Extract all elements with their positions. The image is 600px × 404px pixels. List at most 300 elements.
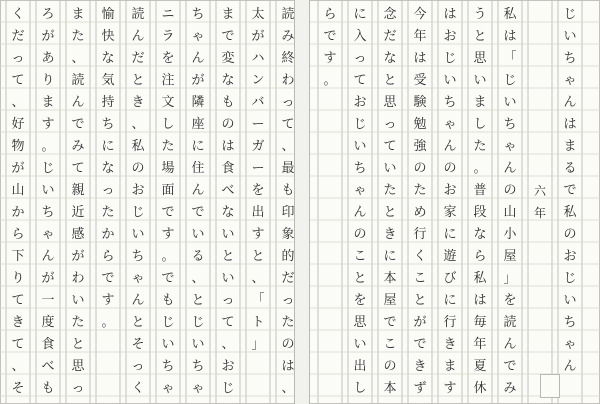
manuscript-cell: じ xyxy=(503,73,517,88)
manuscript-cell xyxy=(96,378,120,400)
manuscript-cell: い xyxy=(563,29,577,44)
manuscript-cell: ニ xyxy=(161,7,175,22)
manuscript-cell: す xyxy=(323,51,337,66)
manuscript-cell: ち xyxy=(443,95,457,110)
manuscript-cell: い xyxy=(221,271,235,286)
manuscript-cell: ん xyxy=(191,51,205,66)
manuscript-cell: と xyxy=(131,315,145,330)
manuscript-cell: て xyxy=(383,139,397,154)
manuscript-cell: っ xyxy=(71,381,85,396)
manuscript-cell: あ xyxy=(41,51,55,66)
page-number-box xyxy=(540,374,560,398)
manuscript-cell: て xyxy=(11,337,25,352)
manuscript-cell: ゃ xyxy=(353,183,367,198)
manuscript-cell: た xyxy=(413,183,427,198)
manuscript-cell: な xyxy=(221,205,235,220)
manuscript-cell: が xyxy=(71,249,85,264)
manuscript-cell: ゃ xyxy=(563,73,577,88)
manuscript-column-body-8 xyxy=(276,4,300,400)
manuscript-cell: 一 xyxy=(41,293,55,308)
manuscript-cell: ち xyxy=(101,117,115,132)
manuscript-cell: て xyxy=(11,293,25,308)
manuscript-cell: ん xyxy=(131,293,145,308)
manuscript-cell: 下 xyxy=(11,249,25,264)
manuscript-cell xyxy=(96,334,120,356)
manuscript-cell: く xyxy=(131,381,145,396)
manuscript-cell: い xyxy=(191,337,205,352)
manuscript-cell: が xyxy=(11,161,25,176)
manuscript-cell: び xyxy=(443,271,457,286)
manuscript-cell: 注 xyxy=(161,73,175,88)
manuscript-cell: こ xyxy=(413,271,427,286)
manuscript-cell: の xyxy=(281,337,295,352)
manuscript-cell: 屋 xyxy=(503,249,517,264)
manuscript-cell: 。 xyxy=(323,73,337,88)
manuscript-cell: 愉 xyxy=(101,7,115,22)
manuscript-cell: で xyxy=(221,29,235,44)
manuscript-cell: そ xyxy=(131,337,145,352)
manuscript-cell: 親 xyxy=(71,183,85,198)
manuscript-cell: ん xyxy=(71,95,85,110)
manuscript-cell: の xyxy=(131,161,145,176)
manuscript-cell: の xyxy=(443,161,457,176)
manuscript-cell: 念 xyxy=(383,7,397,22)
manuscript-cell: お xyxy=(131,183,145,198)
manuscript-cell: 休 xyxy=(473,381,487,396)
manuscript-cell: 太 xyxy=(251,7,265,22)
manuscript-cell: お xyxy=(221,359,235,374)
manuscript-cell: が xyxy=(413,315,427,330)
manuscript-cell: 物 xyxy=(11,139,25,154)
manuscript-cell: 持 xyxy=(101,95,115,110)
manuscript-cell: だ xyxy=(383,29,397,44)
manuscript-cell: ま xyxy=(221,7,235,22)
manuscript-cell: い xyxy=(383,161,397,176)
manuscript-cell: ん xyxy=(503,161,517,176)
manuscript-cell: ー xyxy=(251,161,265,176)
manuscript-cell: た xyxy=(281,315,295,330)
manuscript-cell: ら xyxy=(11,227,25,242)
manuscript-cell: ゃ xyxy=(191,29,205,44)
manuscript-cell: 行 xyxy=(413,227,427,242)
manuscript-cell: て xyxy=(11,73,25,88)
manuscript-cell: く xyxy=(413,249,427,264)
manuscript-cell: 場 xyxy=(161,161,175,176)
manuscript-cell: 。 xyxy=(473,161,487,176)
manuscript-cell: 私 xyxy=(473,271,487,286)
manuscript-cell: な xyxy=(101,51,115,66)
manuscript-cell: た xyxy=(71,315,85,330)
manuscript-cell: み xyxy=(281,29,295,44)
manuscript-cell xyxy=(96,356,120,378)
manuscript-cell: じ xyxy=(221,381,235,396)
manuscript-cell: と xyxy=(71,337,85,352)
manuscript-cell: し xyxy=(353,381,367,396)
manuscript-cell: 思 xyxy=(473,51,487,66)
manuscript-cell: し xyxy=(161,117,175,132)
manuscript-cell: の xyxy=(563,227,577,242)
manuscript-cell: ハ xyxy=(251,51,265,66)
manuscript-column-body-11 xyxy=(186,4,210,400)
manuscript-cell: い xyxy=(161,337,175,352)
manuscript-cell: ん xyxy=(443,139,457,154)
manuscript-cell: き xyxy=(413,359,427,374)
manuscript-cell: な xyxy=(473,227,487,242)
manuscript-cell: い xyxy=(563,293,577,308)
manuscript-cell: に xyxy=(383,249,397,264)
manuscript-cell: み xyxy=(503,381,517,396)
manuscript-cell: 象 xyxy=(281,227,295,242)
manuscript-cell: の xyxy=(383,359,397,374)
manuscript-cell: ン xyxy=(251,73,265,88)
manuscript-cell: ん xyxy=(563,359,577,374)
manuscript-cell xyxy=(246,378,270,400)
manuscript-cell: ゃ xyxy=(191,381,205,396)
manuscript-cell: と xyxy=(383,73,397,88)
manuscript-cell: お xyxy=(563,249,577,264)
manuscript-cell: ト xyxy=(251,315,265,330)
manuscript-cell: ん xyxy=(503,337,517,352)
manuscript-cell: と xyxy=(131,73,145,88)
manuscript-column-body-12 xyxy=(156,4,180,400)
manuscript-cell: た xyxy=(473,139,487,154)
manuscript-cell: を xyxy=(251,183,265,198)
manuscript-cell: の xyxy=(413,161,427,176)
manuscript-cell: じ xyxy=(161,315,175,330)
manuscript-cell: と xyxy=(191,293,205,308)
manuscript-cell: 印 xyxy=(281,205,295,220)
manuscript-cell: 今 xyxy=(413,7,427,22)
manuscript-cell: も xyxy=(161,293,175,308)
manuscript-cell: 終 xyxy=(281,51,295,66)
manuscript-cell: だ xyxy=(281,271,295,286)
manuscript-cell: 強 xyxy=(413,139,427,154)
manuscript-cell: か xyxy=(11,205,25,220)
manuscript-cell: ま xyxy=(71,7,85,22)
manuscript-cell: に xyxy=(443,227,457,242)
manuscript-cell: 変 xyxy=(221,51,235,66)
manuscript-cell: こ xyxy=(353,249,367,264)
manuscript-cell: 隣 xyxy=(191,95,205,110)
manuscript-cell: め xyxy=(413,205,427,220)
manuscript-cell: 小 xyxy=(503,227,517,242)
manuscript-cell: は xyxy=(473,293,487,308)
manuscript-cell: に xyxy=(101,139,115,154)
manuscript-cell: い xyxy=(71,293,85,308)
manuscript-cell: っ xyxy=(101,183,115,198)
manuscript-cell: い xyxy=(353,139,367,154)
manuscript-cell: す xyxy=(161,227,175,242)
manuscript-cell: 夏 xyxy=(473,359,487,374)
manuscript-cell: 、 xyxy=(191,271,205,286)
manuscript-cell: じ xyxy=(353,117,367,132)
manuscript-cell: が xyxy=(41,271,55,286)
manuscript-cell: で xyxy=(413,337,427,352)
manuscript-cell: す xyxy=(101,293,115,308)
manuscript-column-body-14 xyxy=(96,4,120,400)
manuscript-cell: 度 xyxy=(41,315,55,330)
manuscript-cell: ま xyxy=(473,95,487,110)
manuscript-cell: っ xyxy=(383,117,397,132)
manuscript-cell: 面 xyxy=(161,183,175,198)
manuscript-cell: 家 xyxy=(443,205,457,220)
manuscript-cell: 、 xyxy=(131,117,145,132)
manuscript-cell: す xyxy=(443,381,457,396)
manuscript-cell: 受 xyxy=(413,73,427,88)
manuscript-cell: っ xyxy=(131,359,145,374)
manuscript-cell: 、 xyxy=(281,139,295,154)
manuscript-cell: っ xyxy=(221,293,235,308)
manuscript-cell: ラ xyxy=(161,29,175,44)
manuscript-cell: わ xyxy=(71,271,85,286)
manuscript-cell: っ xyxy=(281,293,295,308)
manuscript-cell: じ xyxy=(563,271,577,286)
manuscript-cell: 「 xyxy=(503,51,517,66)
manuscript-cell: 読 xyxy=(71,73,85,88)
manuscript-cell: て xyxy=(71,161,85,176)
manuscript-cell: た xyxy=(383,183,397,198)
manuscript-cell: き xyxy=(383,227,397,242)
manuscript-cell: ち xyxy=(191,7,205,22)
manuscript-cell: じ xyxy=(41,161,55,176)
manuscript-cell: 、 xyxy=(71,51,85,66)
manuscript-cell: バ xyxy=(251,95,265,110)
manuscript-cell: ゃ xyxy=(41,227,55,242)
manuscript-cell: べ xyxy=(41,359,55,374)
manuscript-cell: と xyxy=(383,205,397,220)
manuscript-cell: ん xyxy=(41,249,55,264)
manuscript-cell: 遊 xyxy=(443,249,457,264)
manuscript-cell: と xyxy=(413,293,427,308)
manuscript-cell: く xyxy=(11,7,25,22)
manuscript-cell: は xyxy=(221,139,235,154)
manuscript-cell: て xyxy=(353,73,367,88)
manuscript-cell: も xyxy=(41,381,55,396)
manuscript-cell: の xyxy=(353,227,367,242)
manuscript-cell: た xyxy=(161,139,175,154)
manuscript-column-body-10 xyxy=(216,4,240,400)
manuscript-cell: る xyxy=(191,249,205,264)
manuscript-cell: ん xyxy=(131,29,145,44)
manuscript-cell: が xyxy=(41,29,55,44)
manuscript-cell: ち xyxy=(131,249,145,264)
manuscript-cell: で xyxy=(383,315,397,330)
manuscript-cell: も xyxy=(221,95,235,110)
manuscript-cell: べ xyxy=(221,183,235,198)
manuscript-cell: い xyxy=(443,73,457,88)
manuscript-cell: 。 xyxy=(161,249,175,264)
manuscript-cell: ら xyxy=(323,7,337,22)
manuscript-cell: で xyxy=(323,29,337,44)
manuscript-cell: に xyxy=(353,7,367,22)
manuscript-cell: 思 xyxy=(383,95,397,110)
manuscript-cell: を xyxy=(353,293,367,308)
manuscript-cell: ー xyxy=(251,117,265,132)
manuscript-cell: て xyxy=(281,117,295,132)
manuscript-cell: を xyxy=(161,51,175,66)
manuscript-cell: ん xyxy=(353,205,367,220)
manuscript-cell: う xyxy=(473,7,487,22)
manuscript-cell: い xyxy=(131,227,145,242)
manuscript-cell: 出 xyxy=(251,205,265,220)
manuscript-cell: い xyxy=(41,183,55,198)
manuscript-cell: だ xyxy=(11,29,25,44)
manuscript-cell: 山 xyxy=(503,205,517,220)
manuscript-cell: に xyxy=(191,139,205,154)
manuscript-cell: 段 xyxy=(473,205,487,220)
manuscript-cell: 私 xyxy=(503,7,517,22)
manuscript-cell: ん xyxy=(563,95,577,110)
manuscript-cell: ち xyxy=(503,117,517,132)
manuscript-cell: を xyxy=(503,293,517,308)
manuscript-cell: 住 xyxy=(191,161,205,176)
manuscript-cell: り xyxy=(11,271,25,286)
manuscript-cell: は xyxy=(443,7,457,22)
manuscript-cell: も xyxy=(281,183,295,198)
manuscript-cell: で xyxy=(71,117,85,132)
manuscript-cell: 験 xyxy=(413,95,427,110)
manuscript-cell: は xyxy=(281,359,295,374)
manuscript-cell: 。 xyxy=(41,139,55,154)
manuscript-cell: 気 xyxy=(101,73,115,88)
manuscript-cell: で xyxy=(191,205,205,220)
manuscript-cell: 六 xyxy=(533,184,546,198)
manuscript-cell: 普 xyxy=(473,183,487,198)
manuscript-cell: み xyxy=(71,139,85,154)
manuscript-cell: じ xyxy=(563,7,577,22)
manuscript-column-body-16 xyxy=(36,4,60,400)
manuscript-cell: 、 xyxy=(221,337,235,352)
manuscript-cell: 的 xyxy=(281,249,295,264)
manuscript-cell: で xyxy=(563,183,577,198)
manuscript-cell: の xyxy=(503,183,517,198)
manuscript-cell: ガ xyxy=(251,139,265,154)
manuscript-cell: 好 xyxy=(11,117,25,132)
manuscript-cell: 、 xyxy=(11,95,25,110)
manuscript-cell: い xyxy=(221,227,235,242)
manuscript-cell: の xyxy=(221,117,235,132)
manuscript-cell: 食 xyxy=(41,337,55,352)
manuscript-cell: は xyxy=(413,51,427,66)
manuscript-cell: お xyxy=(443,183,457,198)
manuscript-cell: ち xyxy=(41,205,55,220)
manuscript-cell: 勉 xyxy=(413,117,427,132)
manuscript-cell: で xyxy=(503,359,517,374)
manuscript-cell: 座 xyxy=(191,117,205,132)
manuscript-cell: 最 xyxy=(281,161,295,176)
manuscript-cell: ら xyxy=(473,249,487,264)
manuscript-cell: き xyxy=(131,95,145,110)
manuscript-cell: 、 xyxy=(11,359,25,374)
manuscript-cell: っ xyxy=(353,51,367,66)
manuscript-cell: と xyxy=(251,249,265,264)
manuscript-cell: 年 xyxy=(533,206,546,220)
manuscript-cell: い xyxy=(503,95,517,110)
manuscript-cell: い xyxy=(353,337,367,352)
manuscript-cell: ず xyxy=(413,381,427,396)
manuscript-column-body-17 xyxy=(6,4,30,400)
manuscript-cell: た xyxy=(71,29,85,44)
manuscript-cell: 」 xyxy=(503,271,517,286)
manuscript-cell: 「 xyxy=(251,293,265,308)
manuscript-cell: お xyxy=(353,95,367,110)
manuscript-cell: ち xyxy=(563,315,577,330)
manuscript-cell: ち xyxy=(161,359,175,374)
manuscript-cell: ゃ xyxy=(563,337,577,352)
manuscript-cell: 、 xyxy=(281,381,295,396)
manuscript-cell: に xyxy=(443,293,457,308)
manuscript-cell: ん xyxy=(191,183,205,198)
manuscript-cell: 思 xyxy=(71,359,85,374)
manuscript-cell: っ xyxy=(11,51,25,66)
manuscript-cell: ち xyxy=(191,359,205,374)
manuscript-cell: っ xyxy=(281,95,295,110)
manuscript-cell: な xyxy=(221,73,235,88)
manuscript-cell: い xyxy=(473,73,487,88)
manuscript-cell: が xyxy=(191,73,205,88)
manuscript-cell: 快 xyxy=(101,29,115,44)
manuscript-cell: そ xyxy=(11,381,25,396)
manuscript-cell: だ xyxy=(131,51,145,66)
manuscript-cell: な xyxy=(383,51,397,66)
manuscript-cell: 思 xyxy=(353,315,367,330)
manuscript-cell: で xyxy=(161,271,175,286)
manuscript-cell: 入 xyxy=(353,29,367,44)
manuscript-cell: き xyxy=(11,315,25,330)
manuscript-cell: し xyxy=(473,117,487,132)
manuscript-cell: 感 xyxy=(71,227,85,242)
manuscript-cell: 文 xyxy=(161,95,175,110)
manuscript-cell: か xyxy=(101,227,115,242)
manuscript-cell: と xyxy=(473,29,487,44)
manuscript-cell: 行 xyxy=(443,315,457,330)
manuscript-cell: す xyxy=(41,117,55,132)
manuscript-cell: て xyxy=(221,315,235,330)
manuscript-cell: 私 xyxy=(563,205,577,220)
manuscript-cell: は xyxy=(563,117,577,132)
manuscript-cell: ゃ xyxy=(443,117,457,132)
manuscript-column-body-13 xyxy=(126,4,150,400)
manuscript-cell: は xyxy=(503,29,517,44)
manuscript-cell: 山 xyxy=(11,183,25,198)
manuscript-cell: ゃ xyxy=(161,381,175,396)
manuscript-cell: る xyxy=(563,161,577,176)
manuscript-cell: 読 xyxy=(503,315,517,330)
manuscript-cell: た xyxy=(101,205,115,220)
manuscript-cell: 。 xyxy=(101,315,115,330)
manuscript-cell: 本 xyxy=(383,271,397,286)
manuscript-cell: で xyxy=(101,271,115,286)
manuscript-cell: お xyxy=(443,29,457,44)
manuscript-cell: 屋 xyxy=(383,293,397,308)
manuscript-cell: 、 xyxy=(251,271,265,286)
manuscript-cell: き xyxy=(443,337,457,352)
manuscript-cell: じ xyxy=(191,315,205,330)
manuscript-cell: わ xyxy=(281,73,295,88)
left-page xyxy=(0,4,600,400)
manuscript-cell: い xyxy=(191,227,205,242)
manuscript-cell: が xyxy=(251,29,265,44)
manuscript-cell: ま xyxy=(443,359,457,374)
manuscript-cell: ゃ xyxy=(131,271,145,286)
manuscript-cell: ま xyxy=(563,139,577,154)
manuscript-column-body-15 xyxy=(66,4,90,400)
manuscript-cell: じ xyxy=(131,205,145,220)
manuscript-cell: ま xyxy=(41,95,55,110)
manuscript-cell: 」 xyxy=(251,337,265,352)
manuscript-cell: 私 xyxy=(131,139,145,154)
manuscript-cell: 毎 xyxy=(473,315,487,330)
